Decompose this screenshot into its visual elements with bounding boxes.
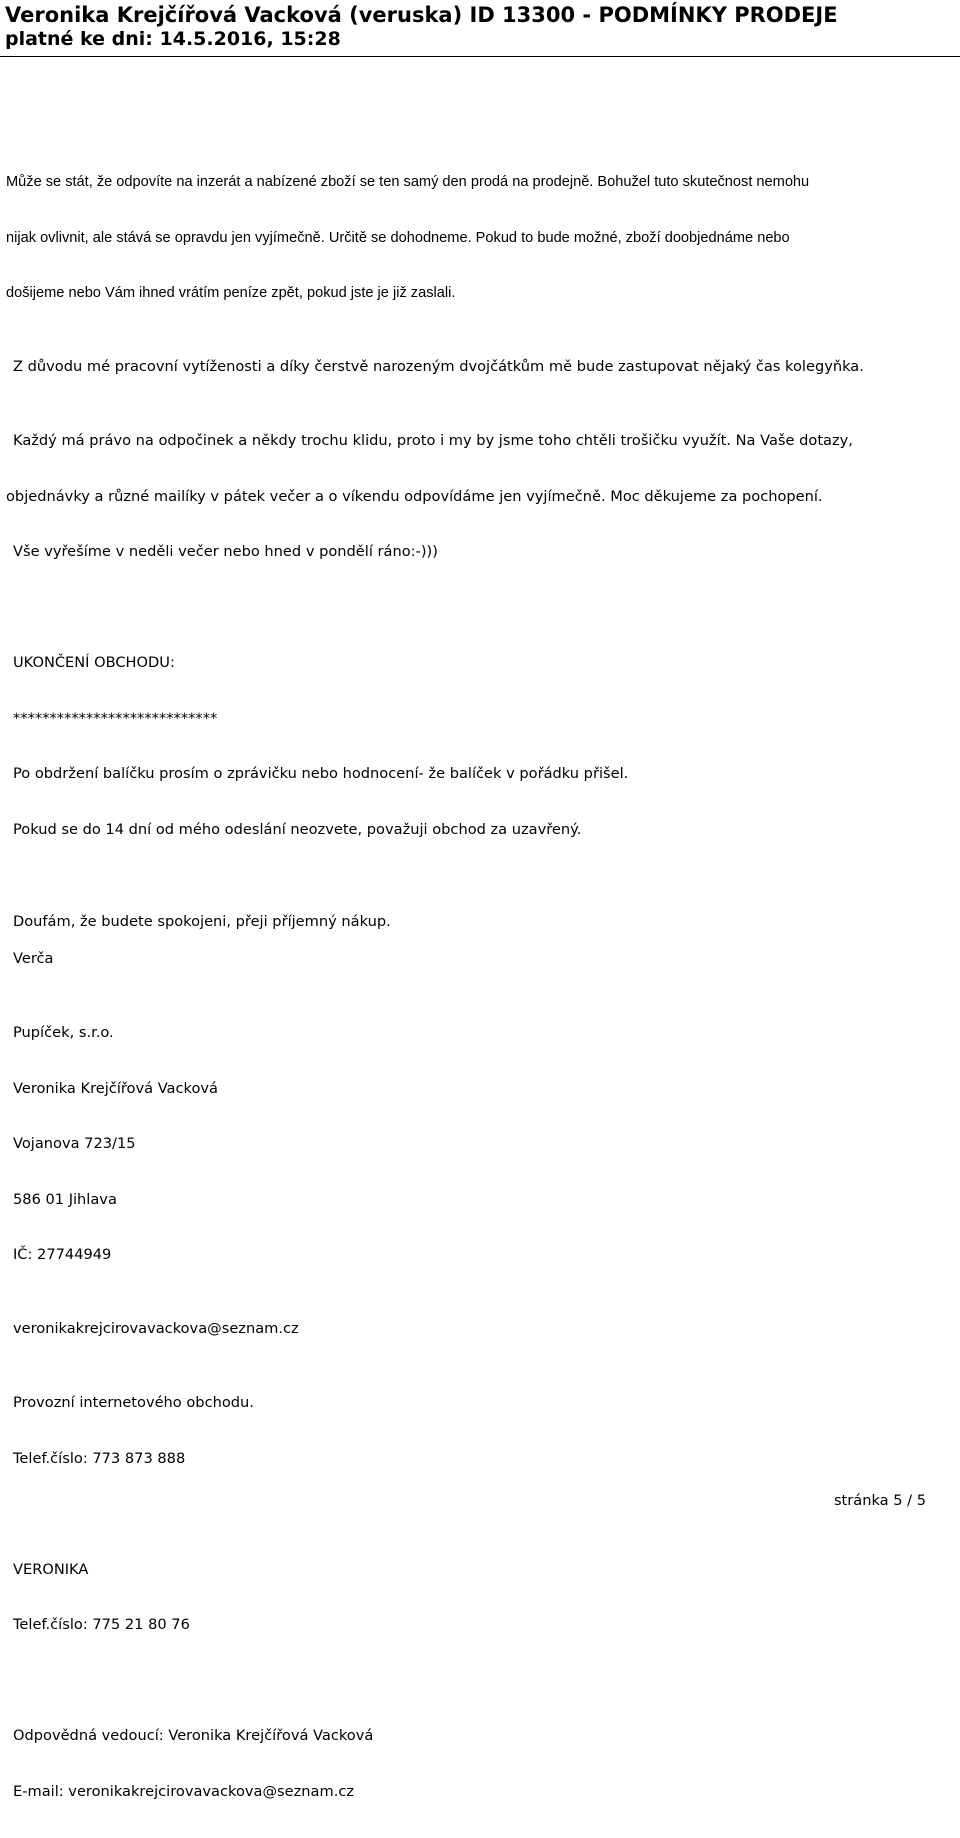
document-title: Veronika Krejčířová Vacková (veruska) ID 13300 - PODMÍNKY PRODEJE <box>5 3 838 27</box>
paragraph-availability <box>6 136 954 340</box>
text-line: Odpovědná vedoucí: Veronika Krejčířová Vacková <box>13 1727 374 1744</box>
paragraph-weekend <box>6 395 954 599</box>
text-line: Každý má právo na odpočinek a někdy trochu klidu, proto i my by jsme toho chtěli trošičku využít. Na Vaše dotazy, <box>13 432 853 449</box>
address-line: IČ: 27744949 <box>13 1246 112 1263</box>
company-address <box>13 987 954 1302</box>
text-line: Může se stát, že odpovíte na inzerát a nabízené zboží se ten samý den prodá na prodejně. Bohužel tuto skutečnost nemohu <box>6 174 810 190</box>
text-line: nijak ovlivnit, ale stává se opravdu jen vyjímečně. Určitě se dohodneme. Pokud to bude možné, zboží doobjednáme nebo <box>6 229 790 246</box>
text-line: došijeme nebo Vám ihned vrátím peníze zpět, pokud jste je již zaslali. <box>6 285 456 301</box>
contact-email: veronikakrejcirovavackova@seznam.cz <box>13 1320 299 1337</box>
stars-divider: **************************** <box>13 709 218 727</box>
ending-heading: UKONČENÍ OBCHODU: <box>13 654 175 671</box>
veronika-contact <box>13 1524 954 1672</box>
address-line: 586 01 Jihlava <box>13 1190 117 1208</box>
text-line: Provozní internetového obchodu. <box>13 1394 254 1411</box>
text-line: Telef.číslo: 775 21 80 76 <box>13 1616 190 1633</box>
closing-text: Doufám, že budete spokojeni, přeji příjemný nákup. <box>13 913 391 930</box>
text-line: VERONIKA <box>13 1560 89 1578</box>
text-line: Telef.číslo: 773 873 888 <box>13 1449 186 1467</box>
document-header <box>0 0 960 57</box>
text-line: Vše vyřešíme v neděli večer nebo hned v pondělí ráno:-))) <box>13 543 438 560</box>
address-line: Pupíček, s.r.o. <box>13 1024 114 1041</box>
section-ending <box>13 617 954 876</box>
signature: Verča <box>13 950 54 967</box>
text-line: objednávky a různé mailíky v pátek večer a o víkendu odpovídáme jen vyjímečně. Moc děkujeme za pochopení. <box>6 487 823 505</box>
valid-date: platné ke dni: 14.5.2016, 15:28 <box>5 28 341 50</box>
text-line: E-mail: veronikakrejcirovavackova@seznam.cz <box>13 1782 355 1800</box>
address-line: Vojanova 723/15 <box>13 1135 136 1152</box>
shop-contact <box>13 1357 954 1505</box>
page-number: stránka 5 / 5 <box>833 1492 926 1509</box>
text-line: Pokud se do 14 dní od mého odeslání neozvete, považuji obchod za uzavřený. <box>13 820 582 838</box>
manager-info <box>13 1690 954 1838</box>
address-line: Veronika Krejčířová Vacková <box>13 1079 218 1097</box>
paragraph-substitute: Z důvodu mé pracovní vytíženosti a díky čerstvě narozeným dvojčátkům mě bude zastupovat nějaký čas kolegyňka. <box>13 358 864 375</box>
document-body <box>6 136 954 1838</box>
text-line: Po obdržení balíčku prosím o zprávičku nebo hodnocení- že balíček v pořádku přišel. <box>13 765 629 782</box>
